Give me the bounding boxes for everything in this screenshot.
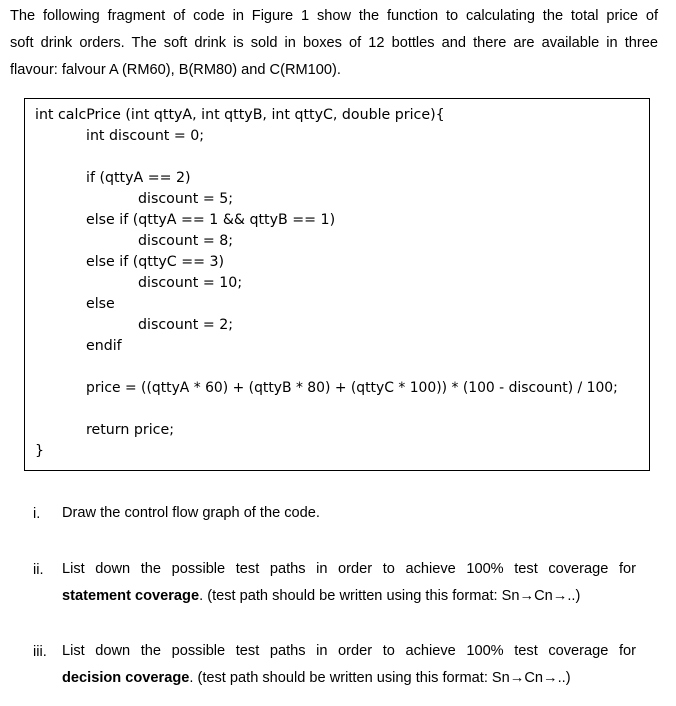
question-2-text bbox=[62, 556, 636, 610]
code-line: discount = 8; bbox=[138, 233, 234, 249]
code-line: else bbox=[86, 296, 115, 312]
code-line: discount = 5; bbox=[138, 191, 234, 207]
question-line: List down the possible test paths in order to achieve 100% test coverage for bbox=[62, 561, 636, 577]
question-1-text bbox=[62, 500, 636, 527]
question-line bbox=[62, 665, 636, 692]
code-line: price = ((qttyA * 60) + (qttyB * 80) + (qttyC * 100)) * (100 - discount) / 100; bbox=[86, 380, 618, 396]
intro-paragraph bbox=[10, 3, 658, 84]
question-number: ii. bbox=[33, 562, 44, 578]
code-line: discount = 2; bbox=[138, 317, 234, 333]
question-number: i. bbox=[33, 506, 41, 522]
code-line: else if (qttyC == 3) bbox=[86, 254, 225, 270]
question-line-rest: . (test path should be written using this format: Sn→Cn→..) bbox=[199, 588, 581, 604]
code-line: else if (qttyA == 1 && qttyB == 1) bbox=[86, 212, 336, 228]
intro-line: The following fragment of code in Figure 1 show the function to calculating the total price of bbox=[10, 8, 658, 24]
code-line: int calcPrice (int qttyA, int qttyB, int qttyC, double price){ bbox=[35, 107, 445, 123]
question-line bbox=[62, 583, 636, 610]
emphasis-text: decision coverage bbox=[62, 670, 190, 686]
question-line: List down the possible test paths in order to achieve 100% test coverage for bbox=[62, 643, 636, 659]
code-line: endif bbox=[86, 338, 122, 354]
code-figure-box bbox=[24, 98, 650, 471]
question-3-text bbox=[62, 638, 636, 692]
code-line: return price; bbox=[86, 422, 174, 438]
code-line: int discount = 0; bbox=[86, 128, 205, 144]
intro-line: flavour: falvour A (RM60), B(RM80) and C(RM100). bbox=[10, 62, 341, 78]
emphasis-text: statement coverage bbox=[62, 588, 200, 604]
intro-line: soft drink orders. The soft drink is sold in boxes of 12 bottles and there are available in three bbox=[10, 35, 658, 51]
question-line-rest: . (test path should be written using this format: Sn→Cn→..) bbox=[189, 670, 571, 686]
question-line: Draw the control flow graph of the code. bbox=[62, 505, 320, 521]
question-number: iii. bbox=[33, 644, 47, 660]
code-line: if (qttyA == 2) bbox=[86, 170, 191, 186]
code-line: } bbox=[35, 443, 45, 459]
code-line: discount = 10; bbox=[138, 275, 243, 291]
